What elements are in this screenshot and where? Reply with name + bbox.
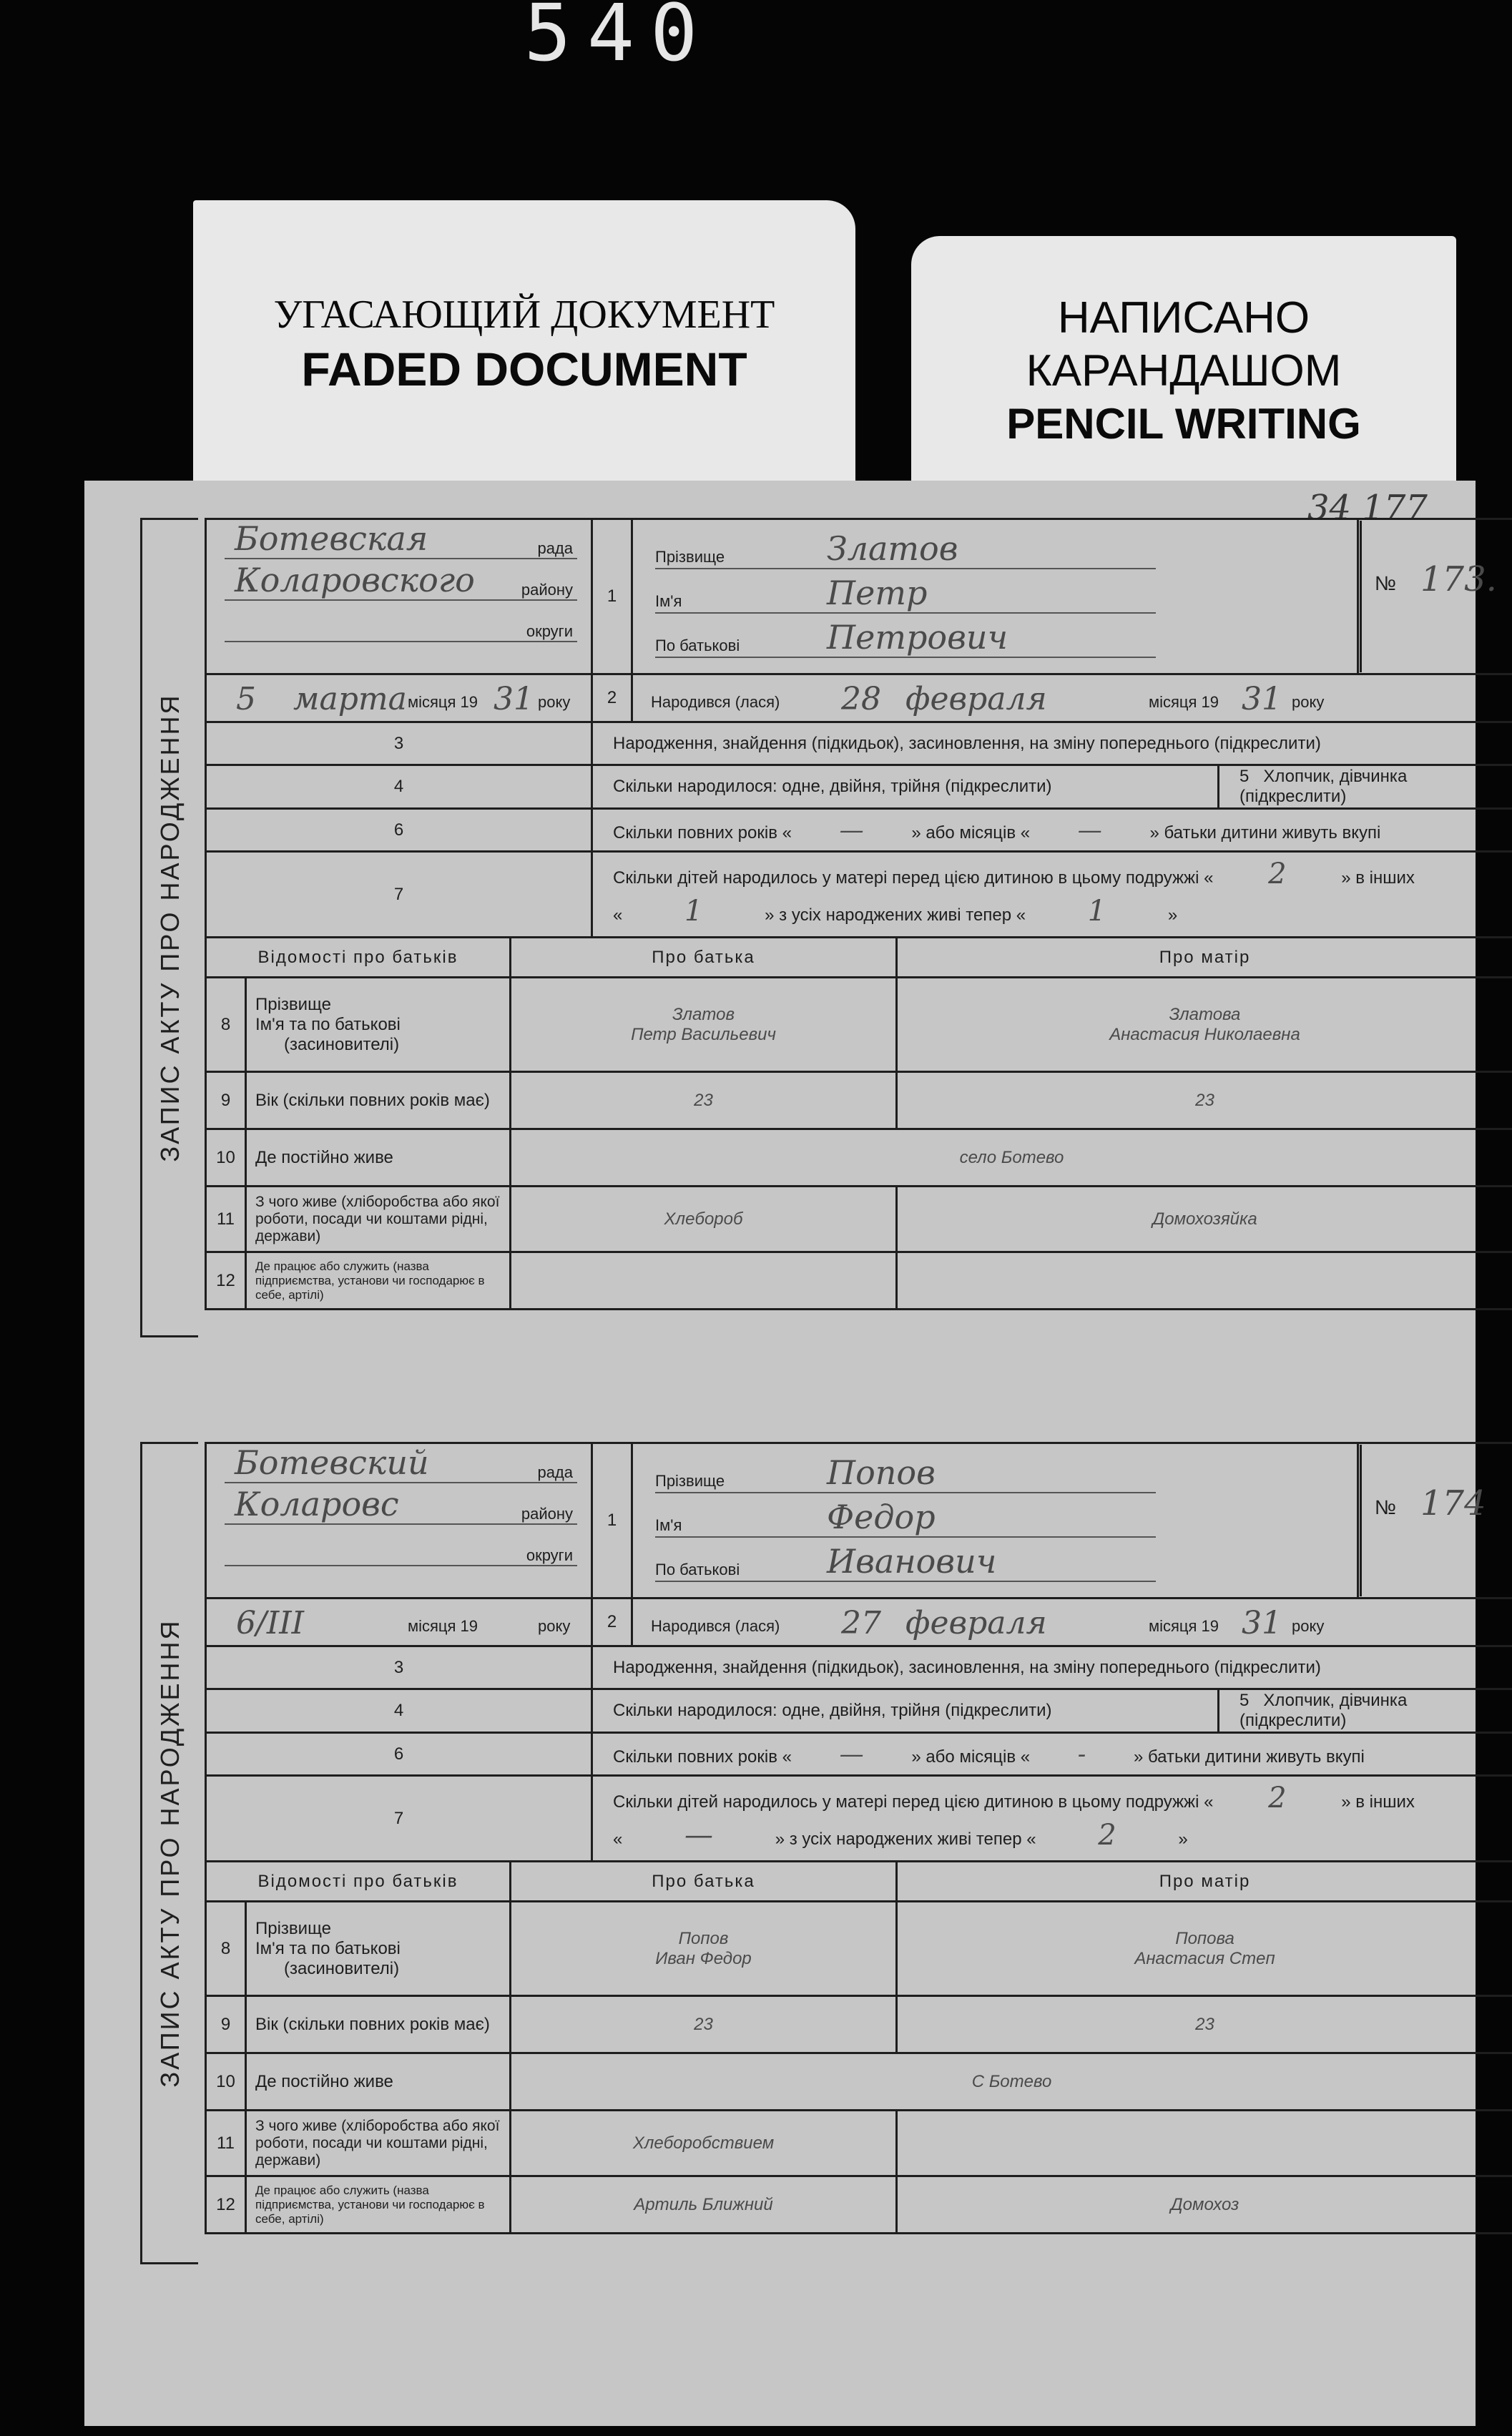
child-name: Прізвище Попов Ім'я Федор По батькові Иванович	[632, 1443, 1358, 1598]
child-name: Прізвище Златов Ім'я Петр По батькові Петрович	[632, 519, 1358, 674]
mother-occupation	[897, 2111, 1512, 2176]
record-form	[205, 518, 1512, 938]
frame-number: 540	[524, 0, 714, 79]
registration-place: Ботевская рада Коларовского району округи	[206, 519, 592, 674]
row-number: 2	[592, 674, 632, 722]
row-number: 4	[206, 765, 592, 809]
row-number: 3	[206, 1646, 592, 1689]
parents-header: Відомості про батьків	[206, 938, 511, 978]
parents-together: Скільки повних років « — » або місяців « — » батьки дитини живуть вкупі	[592, 809, 1512, 852]
mother-occupation: Домохозяйка	[897, 1187, 1512, 1252]
father-occupation: Хлеборобствием	[511, 2111, 897, 2176]
previous-children: Скільки дітей народилось у матері перед цією дитиною в цьому подружжі « 2 » в інших « — » з усіх народжених живі тепер « 2 »	[592, 1776, 1512, 1862]
birth-date: Народився (лася) 28 февраля місяця 19 31 року	[632, 674, 1512, 722]
side-title: ЗАПИС АКТУ ПРО НАРОДЖЕННЯ	[140, 518, 198, 1337]
mother-workplace	[897, 1252, 1512, 1310]
row-number: 6	[206, 1733, 592, 1776]
child-sex: 5 Хлопчик, дівчинка (підкреслити)	[1219, 765, 1512, 809]
father-occupation: Хлебороб	[511, 1187, 897, 1252]
mother-age: 23	[897, 1072, 1512, 1129]
page-number: 34 177	[1307, 488, 1428, 528]
entry-number: № 173.	[1358, 519, 1512, 674]
birth-type: Народження, знайдення (підкидьок), засиновлення, на зміну попереднього (підкреслити)	[592, 722, 1512, 765]
birth-count: Скільки народилося: одне, двійня, трійня (підкреслити)	[592, 765, 1219, 809]
father-header: Про батька	[511, 1862, 897, 1902]
mother-fullname: Златова Анастасия Николаевна	[897, 978, 1512, 1072]
birth-count: Скільки народилося: одне, двійня, трійня (підкреслити)	[592, 1689, 1219, 1733]
father-age: 23	[511, 1072, 897, 1129]
record-form	[205, 1442, 1512, 1862]
birth-record	[155, 1442, 1512, 2260]
row8-label: Прізвище Ім'я та по батькові (засиновителі)	[246, 1902, 511, 1996]
father-fullname: Златов Петр Васильевич	[511, 978, 897, 1072]
row-number: 7	[206, 852, 592, 938]
entry-number: № 174	[1358, 1443, 1512, 1598]
parents-table: Відомості про батьків Про батька Про матір 8 Прізвище Ім'я та по батькові (засиновителі) Попов Иван Федор Попова Анастасия Степ 9 Вік (скільки повних років має) 23 23 10 Де постійно живе С Ботево 11 З чого живе (хліборобства або якої роботи, посади чи коштами рідні, держави) Хлеборобствием 12 Де працює або служить (назва підприємства, установи чи господарює в себе, артілі) Артиль Ближний Домохоз	[205, 1860, 1512, 2234]
faded-note-ru: УГАСАЮЩИЙ ДОКУМЕНТ	[273, 293, 775, 337]
parents-table: Відомості про батьків Про батька Про матір 8 Прізвище Ім'я та по батькові (засиновителі) Златов Петр Васильевич Златова Анастасия Николаевна 9 Вік (скільки повних років має) 23 23 10 Де постійно живе село Ботево 11 З чого живе (хліборобства або якої роботи, посади чи коштами рідні, держави) Хлебороб Домохозяйка 12 Де працює або служить (назва підприємства, установи чи господарює в себе, артілі)	[205, 936, 1512, 1310]
row-number: 1	[592, 1443, 632, 1598]
pencil-note-ru-2: КАРАНДАШОМ	[1026, 346, 1342, 396]
father-age: 23	[511, 1996, 897, 2053]
row-number: 6	[206, 809, 592, 852]
side-title: ЗАПИС АКТУ ПРО НАРОДЖЕННЯ	[140, 1442, 198, 2264]
registration-date: 5 марта місяця 19 31 року	[206, 674, 592, 722]
row-number: 7	[206, 1776, 592, 1862]
row8-label: Прізвище Ім'я та по батькові (засиновителі)	[246, 978, 511, 1072]
birth-date: Народився (лася) 27 февраля місяця 19 31 року	[632, 1598, 1512, 1646]
mother-fullname: Попова Анастасия Степ	[897, 1902, 1512, 1996]
parents-header: Відомості про батьків	[206, 1862, 511, 1902]
mother-header: Про матір	[897, 1862, 1512, 1902]
father-header: Про батька	[511, 938, 897, 978]
row-number: 3	[206, 722, 592, 765]
pencil-note-ru-1: НАПИСАНО	[1057, 293, 1310, 343]
registration-place: Ботевский рада Коларовс району округи	[206, 1443, 592, 1598]
mother-header: Про матір	[897, 938, 1512, 978]
mother-age: 23	[897, 1996, 1512, 2053]
pencil-note-en: PENCIL WRITING	[1006, 400, 1361, 448]
mother-workplace: Домохоз	[897, 2176, 1512, 2234]
row-number: 4	[206, 1689, 592, 1733]
registration-date: 6/III місяця 19 року	[206, 1598, 592, 1646]
residence: село Ботево	[511, 1129, 1512, 1187]
birth-record	[155, 518, 1512, 1333]
residence: С Ботево	[511, 2053, 1512, 2111]
row-number: 2	[592, 1598, 632, 1646]
birth-type: Народження, знайдення (підкидьок), засиновлення, на зміну попереднього (підкреслити)	[592, 1646, 1512, 1689]
previous-children: Скільки дітей народилось у матері перед цією дитиною в цьому подружжі « 2 » в інших « 1 » з усіх народжених живі тепер « 1 »	[592, 852, 1512, 938]
father-fullname: Попов Иван Федор	[511, 1902, 897, 1996]
father-workplace: Артиль Ближний	[511, 2176, 897, 2234]
parents-together: Скільки повних років « — » або місяців « - » батьки дитини живуть вкупі	[592, 1733, 1512, 1776]
child-sex: 5 Хлопчик, дівчинка (підкреслити)	[1219, 1689, 1512, 1733]
faded-note-en: FADED DOCUMENT	[301, 343, 747, 396]
pencil-writing-note	[911, 236, 1456, 515]
faded-document-note	[193, 200, 855, 486]
register-page	[84, 481, 1497, 2426]
father-workplace	[511, 1252, 897, 1310]
row-number: 1	[592, 519, 632, 674]
